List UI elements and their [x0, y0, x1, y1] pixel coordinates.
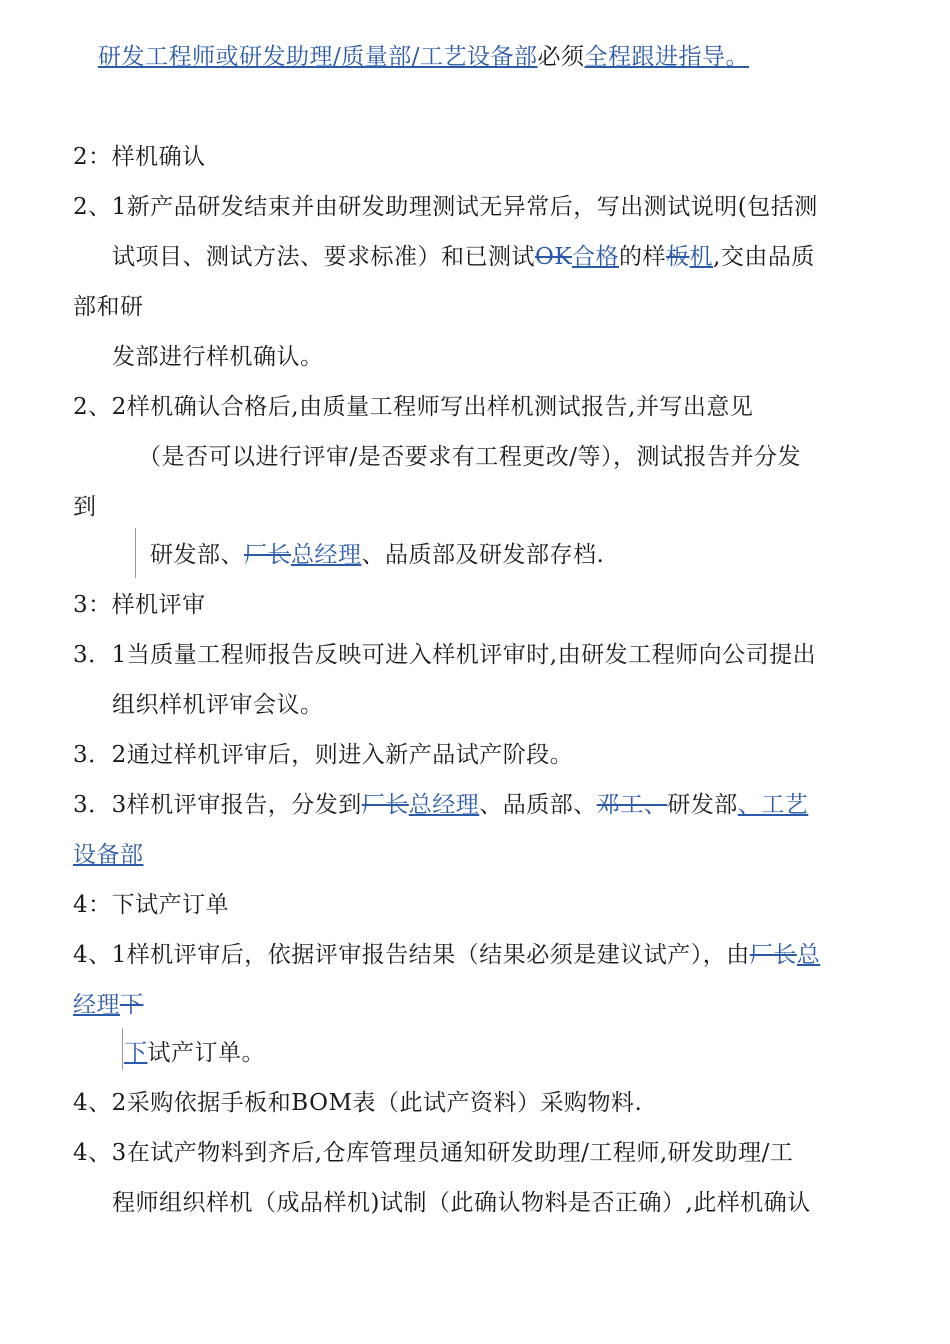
deleted-text: 邓工、	[596, 792, 668, 818]
paragraph-2-1-line-3: 部和研	[73, 294, 144, 320]
paragraph-3-2: 3．2通过样机评审后，则进入新产品试产阶段。	[73, 742, 574, 768]
inserted-text: 机	[689, 244, 714, 270]
paragraph-2-1-line-2	[112, 242, 815, 272]
inserted-text: 总	[796, 942, 821, 968]
paragraph-4-3-line-1: 4、3在试产物料到齐后,仓库管理员通知研发助理/工程师,研发助理/工	[73, 1140, 794, 1166]
paragraph-3-1-line-1: 3．1当质量工程师报告反映可进入样机评审时,由研发工程师向公司提出	[73, 642, 817, 668]
body-text: 的样	[619, 244, 667, 270]
paragraph-4-2: 4、2采购依据手板和BOM表（此试产资料）采购物料.	[73, 1090, 643, 1116]
body-text: 研发部	[667, 792, 738, 818]
body-text: 研发部、	[150, 542, 244, 568]
section-heading-3: 3：样机评审	[73, 592, 206, 618]
paragraph-4-1-line-2	[73, 990, 144, 1020]
paragraph-3-3-line-2	[73, 840, 144, 870]
inserted-text: 全程跟进指导。	[584, 44, 749, 70]
section-heading-4: 4：下试产订单	[73, 892, 230, 918]
inserted-text: 设备部	[73, 842, 144, 868]
inserted-text: 总经理	[408, 792, 480, 818]
paragraph-2-1-line-4: 发部进行样机确认。	[112, 344, 324, 370]
inserted-text: 、工艺	[737, 792, 809, 818]
body-text: 4、1样机评审后，依据评审报告结果（结果必须是建议试产），由	[73, 942, 750, 968]
paragraph-2-2-line-4	[150, 540, 604, 570]
deleted-text: 厂长	[361, 792, 409, 818]
body-text: 3．3样机评审报告，分发到	[73, 792, 362, 818]
revision-bar	[135, 528, 136, 578]
paragraph-2-2-line-3: 到	[73, 494, 97, 520]
revision-bar	[122, 1028, 123, 1070]
section-heading-2: 2：样机确认	[73, 144, 206, 170]
paragraph-4-1-line-1	[73, 940, 820, 970]
deleted-text: 厂长	[749, 942, 797, 968]
inserted-text: 总经理	[291, 542, 362, 568]
inserted-text: 下	[124, 1040, 148, 1066]
body-text: 试产订单。	[147, 1040, 265, 1066]
deleted-text: 下	[120, 992, 144, 1018]
paragraph-2-1-line-1: 2、1新产品研发结束并由研发助理测试无异常后，写出测试说明(包括测	[73, 194, 818, 220]
body-text: 、品质部、	[479, 792, 597, 818]
inserted-text: 经理	[73, 992, 120, 1018]
paragraph-3-1-line-2: 组织样机评审会议。	[112, 692, 324, 718]
paragraph-2-2-line-2: （是否可以进行评审/是否要求有工程更改/等），测试报告并分发	[138, 444, 801, 470]
inserted-text: 合格	[572, 244, 620, 270]
body-text: 试项目、测试方法、要求标准）和已测试	[112, 244, 535, 270]
body-text: 、品质部及研发部存档.	[361, 542, 605, 568]
inserted-text: 研发工程师或研发助理/质量部/工艺设备部	[98, 44, 538, 70]
paragraph-2-2-line-1: 2、2样机确认合格后,由质量工程师写出样机测试报告,并写出意见	[73, 394, 754, 420]
deleted-text: 板	[666, 244, 690, 270]
body-text: 必须	[537, 44, 585, 70]
paragraph-4-3-line-2: 程师组织样机（成品样机)试制（此确认物料是否正确）,此样机确认	[112, 1190, 811, 1216]
intro-line	[98, 42, 749, 72]
deleted-text: OK	[535, 244, 573, 270]
deleted-text: 厂长	[244, 542, 291, 568]
body-text: ,交由品质	[713, 244, 815, 270]
paragraph-4-1-line-3	[124, 1038, 265, 1068]
paragraph-3-3-line-1	[73, 790, 808, 820]
